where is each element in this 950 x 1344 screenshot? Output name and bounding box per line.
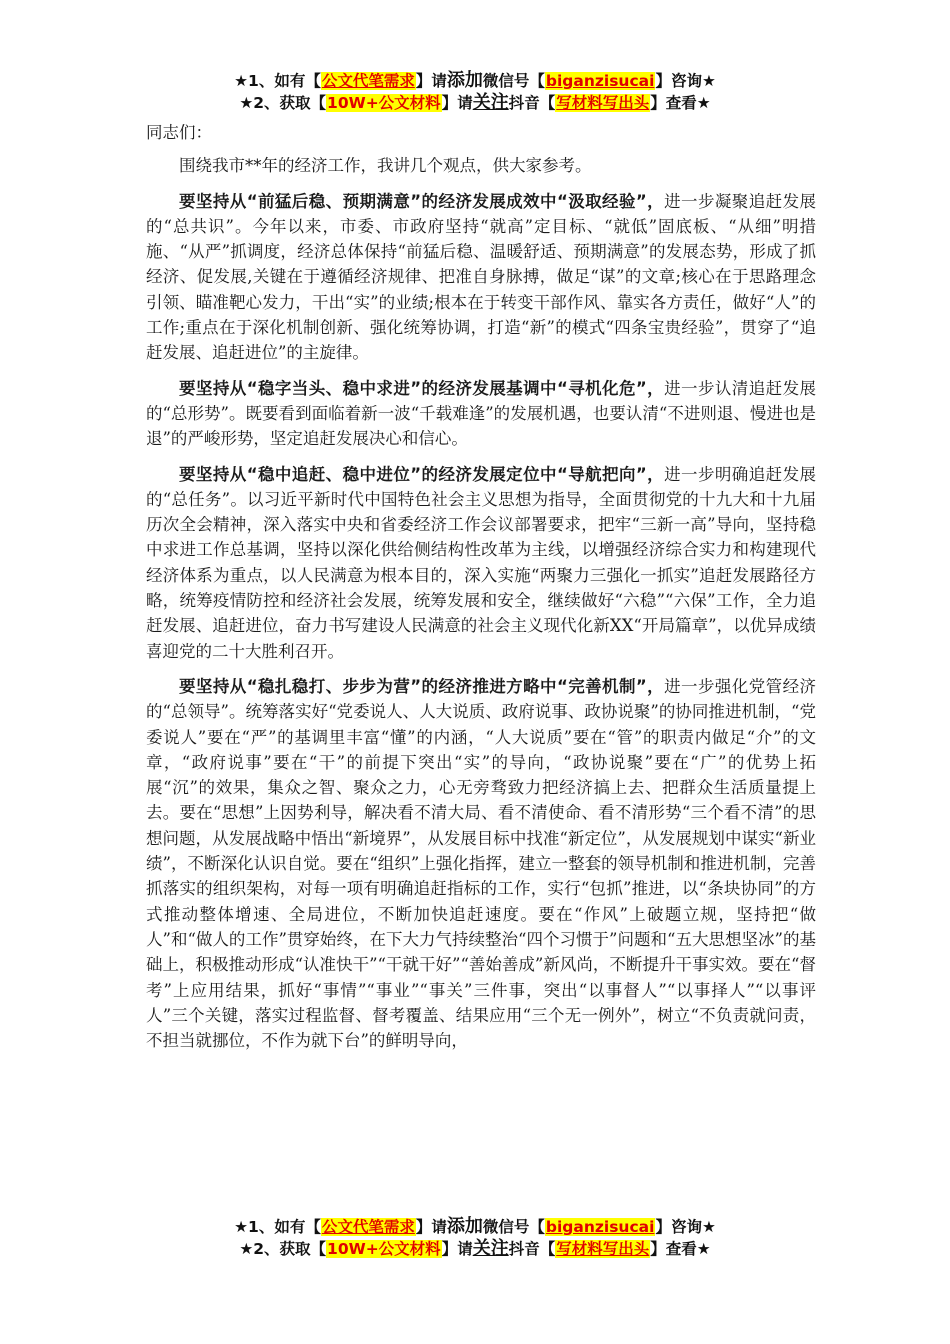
section-paragraph: 要坚持从“稳中追赶、稳中进位”的经济发展定位中“导航把向”，进一步明确追赶发展的“总任务”。以习近平新时代中国特色社会主义思想为指导，全面贯彻党的十九大和十九届历次全会精神，深入落实中央和省委经济工作会议部署要求，把牢“三新一高”导向，坚持稳中求进工作总基调，坚持以深化供给侧结构性改革为主线，以增强经济综合实力和构建现代经济体系为重点，以人民满意为根本目的，深入实施“两聚力三强化一抓实”追赶发展路径方略，统筹疫情防控和经济社会发展，统筹发展和安全，继续做好“六稳”“六保”工作，全力追赶发展、追赶进位，奋力书写建设人民满意的社会主义现代化新XX“开局篇章”，以优异成绩喜迎党的二十大胜利召开。 <box>146 464 817 661</box>
section-lead: 要坚持从“稳扎稳打、步步为营”的经济推进方略中“完善机制”， <box>179 676 665 696</box>
section-lead: 要坚持从“稳中追赶、稳中进位”的经济发展定位中“导航把向”， <box>179 464 665 484</box>
highlight-materials: 10W+公文材料 <box>327 94 441 112</box>
highlight-douyin: 写材料写出头 <box>556 94 650 112</box>
highlight-wechat-id: biganzisucai <box>545 1218 655 1236</box>
salutation: 同志们： <box>146 123 212 142</box>
section-lead: 要坚持从“稳字当头、稳中求进”的经济发展基调中“寻机化危”， <box>179 378 665 398</box>
highlight-materials: 10W+公文材料 <box>327 1240 441 1258</box>
promo-line-1: ★1、如有【公文代笔需求】请添加微信号【biganzisucai】咨询★ <box>234 70 716 91</box>
document-body <box>146 120 816 1063</box>
highlight-douyin: 写材料写出头 <box>556 1240 650 1258</box>
section-lead: 要坚持从“前猛后稳、预期满意”的经济发展成效中“汲取经验”， <box>179 191 665 211</box>
promo-line-2: ★2、获取【10W+公文材料】请关注抖音【写材料写出头】查看★ <box>239 1238 711 1259</box>
section-paragraph: 要坚持从“前猛后稳、预期满意”的经济发展成效中“汲取经验”，进一步凝聚追赶发展的“总共识”。今年以来，市委、市政府坚持“就高”定目标、“就低”固底板、“从细”明措施、“从严”抓调度，经济总体保持“前猛后稳、温暖舒适、预期满意”的发展态势，形成了抓经济、促发展,关键在于遵循经济规律、把准自身脉搏，做足“谋”的文章;核心在于思路理念引领、瞄准靶心发力，干出“实”的业绩;根本在于转变干部作风、靠实各方责任，做好“人”的工作;重点在于深化机制创新、强化统筹协调，打造“新”的模式“四条宝贵经验”，贯穿了“追赶发展、追赶进位”的主旋律。 <box>146 191 817 363</box>
promo-banner-top <box>0 70 950 114</box>
section-paragraph: 要坚持从“稳字当头、稳中求进”的经济发展基调中“寻机化危”，进一步认清追赶发展的“总形势”。既要看到面临着新一波“千载难逢”的发展机遇，也要认清“不进则退、慢进也是退”的严峻形势，坚定追赶发展决心和信心。 <box>146 378 817 449</box>
intro-paragraph: 围绕我市**年的经济工作，我讲几个观点，供大家参考。 <box>179 156 592 176</box>
highlight-wechat-id: biganzisucai <box>545 72 655 90</box>
highlight-service: 公文代笔需求 <box>321 1218 415 1236</box>
promo-line-1: ★1、如有【公文代笔需求】请添加微信号【biganzisucai】咨询★ <box>234 1216 716 1237</box>
promo-banner-bottom <box>0 1216 950 1260</box>
highlight-service: 公文代笔需求 <box>321 72 415 90</box>
section-paragraph: 要坚持从“稳扎稳打、步步为营”的经济推进方略中“完善机制”，进一步强化党管经济的“总领导”。统筹落实好“党委说人、人大说质、政府说事、政协说聚”的协同推进机制，“党委说人”要在“严”的基调里丰富“懂”的内涵，“人大说质”要在“管”的职责内做足“介”的文章，“政府说事”要在“干”的前提下突出“实”的导向，“政协说聚”要在“广”的优势上拓展“沉”的效果，集众之智、聚众之力，心无旁骛致力把经济搞上去、把群众生活质量提上去。要在“思想”上因势利导，解决看不清大局、看不清使命、看不清形势“三个看不清”的思想问题，从发展战略中悟出“新境界”，从发展目标中找准“新定位”，从发展规划中谋实“新业绩”，不断深化认识自觉。要在“组织”上强化指挥，建立一整套的领导机制和推进机制，完善抓落实的组织架构，对每一项有明确追赶指标的工作，实行“包抓”推进，以“条块协同”的方式推动整体增速、全局进位，不断加快追赶速度。要在“作风”上破题立规，坚持把“做人”和“做人的工作”贯穿始终，在下大力气持续整治“四个习惯于”问题和“五大思想坚冰”的基础上，积极推动形成“认准快干”“干就干好”“善始善成”新风尚，不断提升干事实效。要在“督考”上应用结果，抓好“事情”“事业”“事关”三件事，突出“以事督人”“以事择人”“以事评人”三个关键，落实过程监督、督考覆盖、结果应用“三个无一例外”，树立“不负责就问责，不担当就挪位，不作为就下台”的鲜明导向， <box>146 676 817 1051</box>
promo-line-2: ★2、获取【10W+公文材料】请关注抖音【写材料写出头】查看★ <box>239 92 711 113</box>
